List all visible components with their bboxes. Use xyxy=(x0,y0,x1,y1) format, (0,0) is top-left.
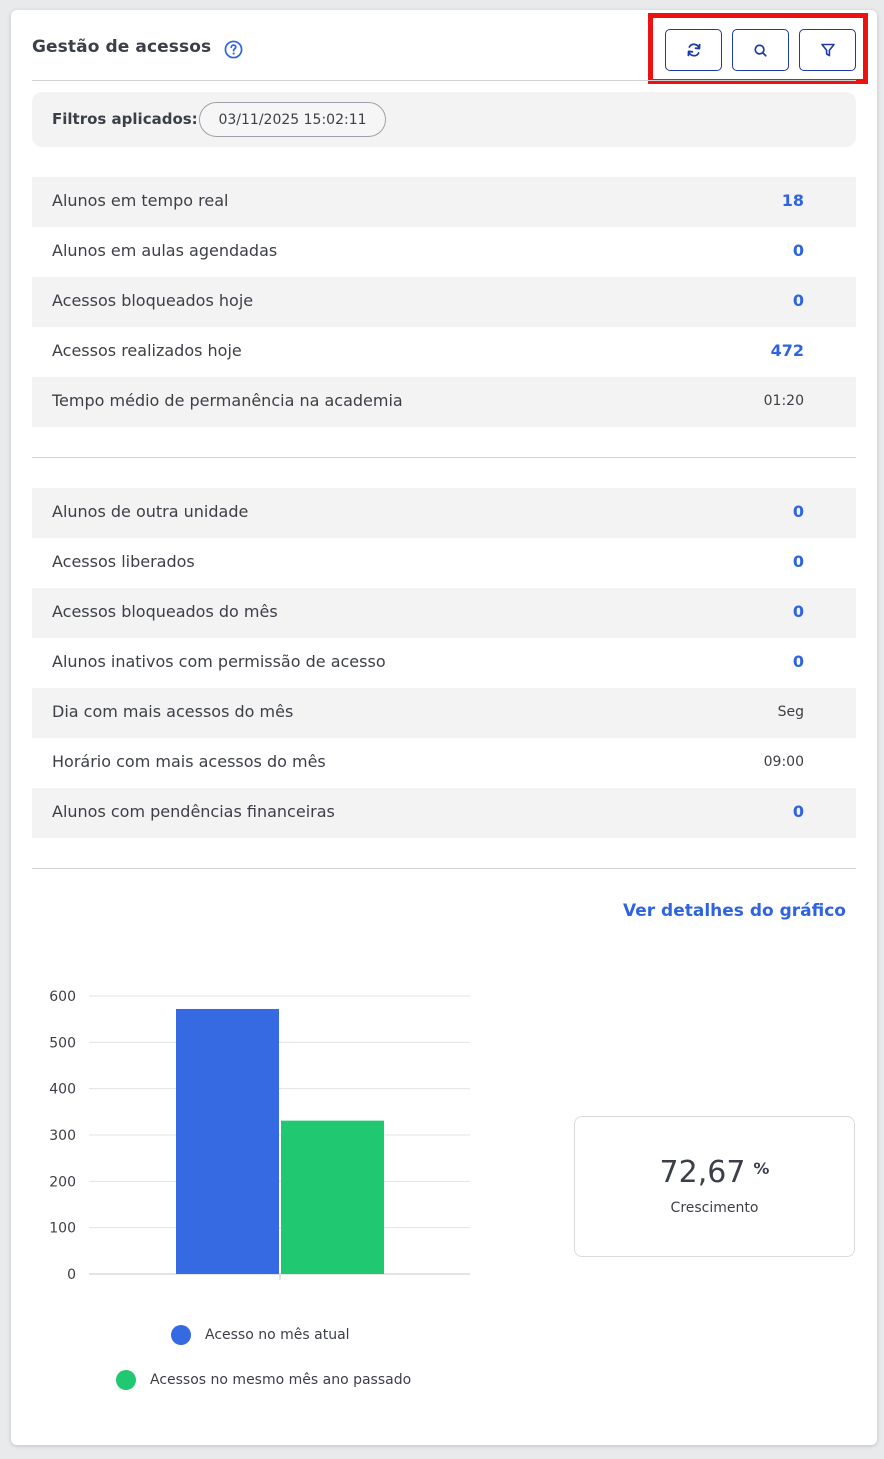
stat-row xyxy=(32,788,856,838)
legend-item-previous[interactable] xyxy=(116,1370,411,1390)
stat-label: Dia com mais acessos do mês xyxy=(52,702,294,721)
stat-row xyxy=(32,377,856,427)
stat-value[interactable]: 0 xyxy=(792,552,804,571)
y-tick-label: 200 xyxy=(49,1174,76,1191)
stat-value[interactable]: 0 xyxy=(792,241,804,260)
y-tick-label: 600 xyxy=(49,989,76,1005)
question-circle-icon[interactable] xyxy=(224,40,243,59)
access-comparison-chart xyxy=(32,976,502,1306)
stat-label: Alunos de outra unidade xyxy=(52,502,249,521)
filter-icon xyxy=(820,42,836,58)
legend-dot-previous xyxy=(116,1370,136,1390)
stat-label: Alunos em aulas agendadas xyxy=(52,241,278,260)
legend-label-current: Acesso no mês atual xyxy=(205,1327,350,1343)
legend-item-current[interactable] xyxy=(171,1325,350,1345)
stat-label: Acessos realizados hoje xyxy=(52,341,242,360)
stat-value[interactable]: 0 xyxy=(792,652,804,671)
header-divider xyxy=(32,80,856,81)
refresh-button[interactable] xyxy=(665,29,722,71)
stat-row xyxy=(32,538,856,588)
stat-row xyxy=(32,227,856,277)
stat-row xyxy=(32,688,856,738)
section-divider xyxy=(32,868,856,869)
growth-unit: % xyxy=(753,1159,770,1178)
stat-label: Acessos bloqueados do mês xyxy=(52,602,278,621)
stat-value: 09:00 xyxy=(763,754,804,770)
stat-row xyxy=(32,488,856,538)
search-icon xyxy=(753,43,768,58)
y-tick-label: 100 xyxy=(49,1220,76,1237)
refresh-icon xyxy=(686,42,702,58)
stat-label: Alunos em tempo real xyxy=(52,191,229,210)
chart-details-link[interactable]: Ver detalhes do gráfico xyxy=(622,901,846,921)
filter-button[interactable] xyxy=(799,29,856,71)
stat-label: Horário com mais acessos do mês xyxy=(52,752,326,771)
page-title: Gestão de acessos xyxy=(32,37,212,57)
applied-filters-bar xyxy=(32,92,856,147)
stat-value[interactable]: 0 xyxy=(792,802,804,821)
y-tick-label: 400 xyxy=(49,1081,76,1098)
stat-value[interactable]: 18 xyxy=(781,191,804,210)
stat-label: Acessos liberados xyxy=(52,552,195,571)
growth-value xyxy=(575,1155,854,1190)
stat-row xyxy=(32,177,856,227)
bar-current-month xyxy=(176,1009,279,1274)
stat-row xyxy=(32,638,856,688)
section-divider xyxy=(32,457,856,458)
stat-value: 01:20 xyxy=(763,393,804,409)
y-tick-label: 500 xyxy=(49,1035,76,1052)
y-tick-label: 300 xyxy=(49,1128,76,1144)
stat-value[interactable]: 0 xyxy=(792,602,804,621)
growth-card xyxy=(574,1116,855,1257)
bar-previous-year xyxy=(281,1121,384,1274)
applied-filters-label: Filtros aplicados: xyxy=(52,110,198,128)
stat-value[interactable]: 0 xyxy=(792,502,804,521)
stat-label: Acessos bloqueados hoje xyxy=(52,291,254,310)
growth-number: 72,67 xyxy=(659,1155,746,1190)
legend-label-previous: Acessos no mesmo mês ano passado xyxy=(150,1372,412,1388)
stat-value[interactable]: 0 xyxy=(792,291,804,310)
stat-label: Alunos com pendências financeiras xyxy=(52,802,335,821)
stat-row xyxy=(32,588,856,638)
stat-value: Seg xyxy=(777,704,804,720)
stat-row xyxy=(32,277,856,327)
stat-row xyxy=(32,327,856,377)
stat-label: Alunos inativos com permissão de acesso xyxy=(52,652,386,671)
filter-chip-date[interactable]: 03/11/2025 15:02:11 xyxy=(199,102,386,137)
stat-label: Tempo médio de permanência na academia xyxy=(52,391,403,410)
stat-row xyxy=(32,738,856,788)
y-tick-label: 0 xyxy=(67,1267,76,1283)
legend-dot-current xyxy=(171,1325,191,1345)
growth-caption: Crescimento xyxy=(670,1200,759,1216)
search-button[interactable] xyxy=(732,29,789,71)
access-management-card xyxy=(11,10,877,1445)
stat-value[interactable]: 472 xyxy=(770,341,804,360)
